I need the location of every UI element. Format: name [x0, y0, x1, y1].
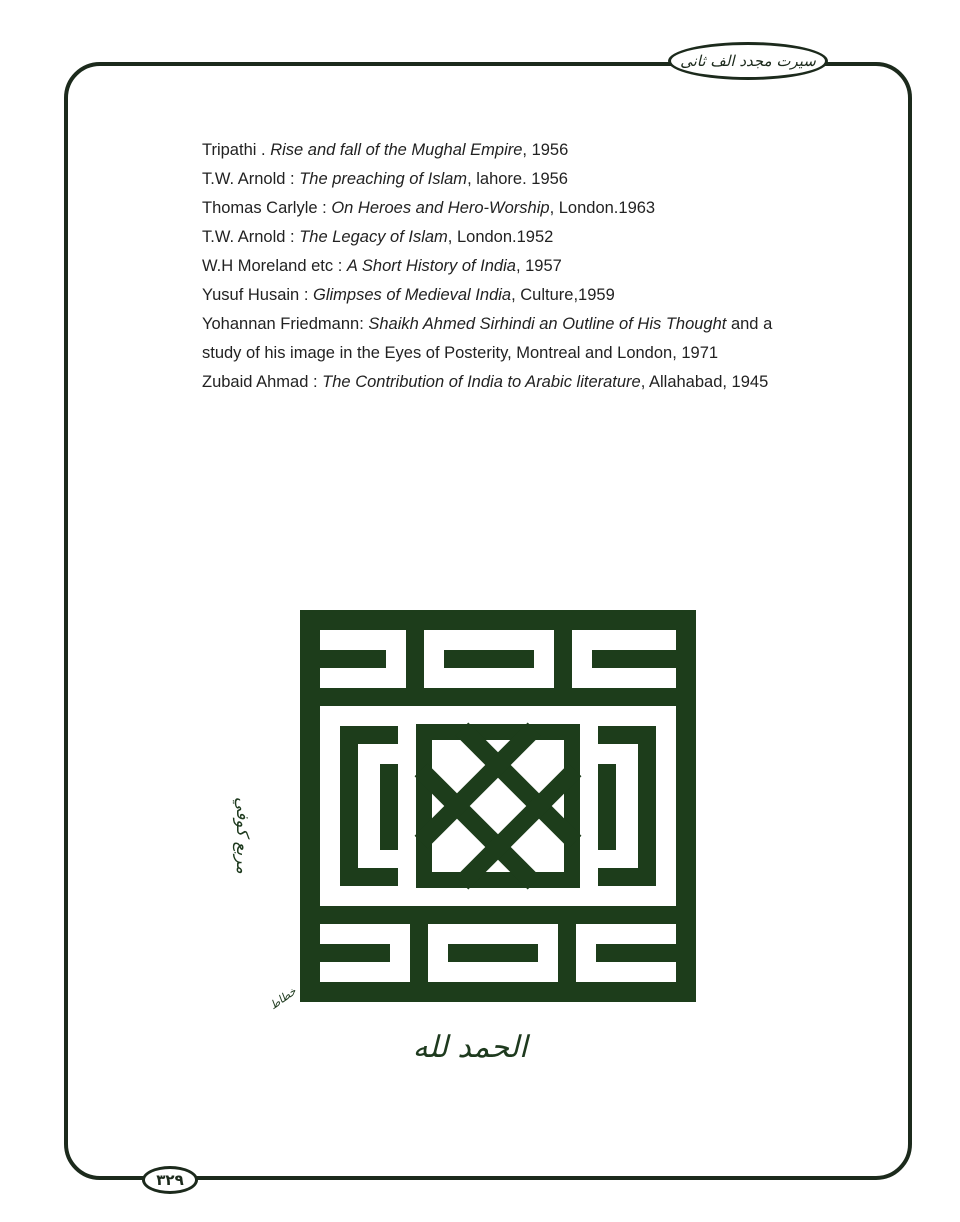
- entry-separator: :: [308, 373, 323, 391]
- bibliography-entry: [202, 136, 802, 165]
- entry-details: , Allahabad, 1945: [640, 373, 769, 391]
- entry-title: Shaikh Ahmed Sirhindi an Outline of His Thought: [368, 315, 727, 333]
- calligrapher-signature: خطاط: [267, 984, 299, 1013]
- square-kufic-calligraphy: [300, 610, 696, 1002]
- calligraphy-caption: الحمد لله: [412, 1030, 528, 1065]
- running-header-title: سیرت مجدد الف ثانی: [680, 52, 816, 70]
- entry-details: , lahore. 1956: [467, 170, 568, 188]
- entry-details: and a study of his image in the Eyes of Posterity, Montreal and London, 1971: [202, 315, 773, 362]
- kufic-ink: [300, 610, 696, 1002]
- bibliography-entry: [202, 368, 802, 397]
- entry-separator: .: [256, 141, 271, 159]
- bibliography-entry: [202, 165, 802, 194]
- page-number: ۳۲۹: [156, 1171, 184, 1189]
- entry-author: Thomas Carlyle: [202, 199, 318, 217]
- entry-details: , London.1963: [549, 199, 656, 217]
- bibliography-list: [202, 136, 802, 397]
- entry-author: W.H Moreland etc: [202, 257, 334, 275]
- entry-title: Glimpses of Medieval India: [313, 286, 512, 304]
- running-header-badge: [668, 42, 828, 80]
- page-number-badge: [142, 1166, 198, 1194]
- entry-details: , Culture,1959: [511, 286, 615, 304]
- entry-author: T.W. Arnold: [202, 228, 286, 246]
- entry-title: The Contribution of India to Arabic literature: [322, 373, 641, 391]
- entry-separator: :: [285, 228, 300, 246]
- entry-author: Tripathi: [202, 141, 257, 159]
- entry-separator: :: [317, 199, 332, 217]
- entry-details: , London.1952: [447, 228, 554, 246]
- entry-separator: :: [359, 315, 369, 333]
- entry-details: , 1956: [522, 141, 569, 159]
- entry-separator: :: [285, 170, 300, 188]
- entry-author: Yusuf Husain: [202, 286, 300, 304]
- entry-title: A Short History of India: [346, 257, 516, 275]
- entry-title: Rise and fall of the Mughal Empire: [270, 141, 523, 159]
- bibliography-entry: [202, 223, 802, 252]
- entry-author: Yohannan Friedmann: [202, 315, 360, 333]
- entry-title: The Legacy of Islam: [299, 228, 448, 246]
- entry-author: T.W. Arnold: [202, 170, 286, 188]
- entry-title: On Heroes and Hero-Worship: [331, 199, 550, 217]
- calligraphy-side-note: مربع كوفي: [232, 796, 252, 874]
- entry-separator: :: [299, 286, 313, 304]
- bibliography-entry: [202, 281, 802, 310]
- entry-separator: :: [333, 257, 347, 275]
- entry-title: The preaching of Islam: [299, 170, 468, 188]
- bibliography-entry: [202, 252, 802, 281]
- entry-author: Zubaid Ahmad: [202, 373, 309, 391]
- entry-details: , 1957: [515, 257, 562, 275]
- bibliography-entry: [202, 310, 802, 368]
- bibliography-entry: [202, 194, 802, 223]
